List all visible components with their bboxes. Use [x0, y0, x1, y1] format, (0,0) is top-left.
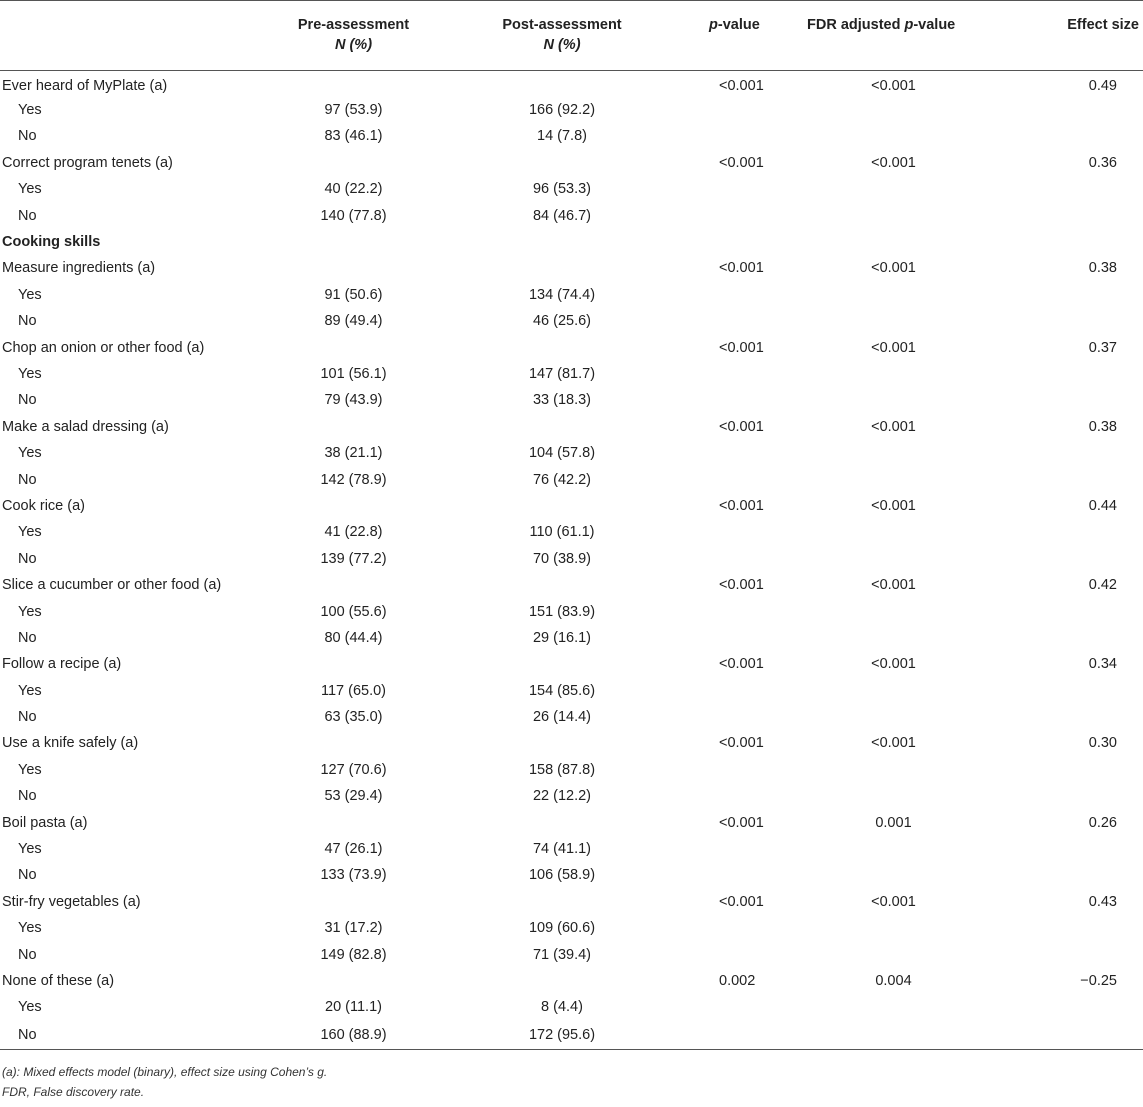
table-row	[0, 546, 1143, 572]
p-value: <0.001	[719, 260, 764, 277]
row-label: No	[18, 471, 37, 488]
table-row	[0, 651, 1143, 677]
footnote-model: (a): Mixed effects model (binary), effect size using Cohen’s g.	[2, 1064, 328, 1079]
table-footnotes	[0, 1050, 1143, 1102]
post-value: 154 (85.6)	[528, 682, 596, 699]
effect-value	[1014, 1021, 1143, 1050]
fdr-value	[799, 202, 1014, 228]
fdr-value: <0.001	[871, 656, 916, 673]
header-p-rest: -value	[717, 17, 760, 33]
post-value: 70 (38.9)	[532, 550, 592, 567]
effect-value	[1014, 915, 1143, 941]
pre-value	[255, 150, 452, 176]
table-body	[0, 71, 1143, 1050]
section-heading: Cooking skills	[2, 234, 101, 251]
p-value: <0.001	[719, 154, 764, 171]
row-label: None of these (a)	[2, 972, 115, 989]
post-value: 104 (57.8)	[528, 445, 596, 462]
pre-value: 38 (21.1)	[324, 445, 383, 462]
p-value	[672, 941, 799, 967]
fdr-value	[799, 97, 1014, 123]
row-label: Yes	[18, 841, 42, 858]
p-value	[672, 704, 799, 730]
p-value: <0.001	[719, 893, 764, 910]
effect-value	[1014, 836, 1143, 862]
fdr-value	[799, 994, 1014, 1020]
row-label: Yes	[18, 102, 42, 119]
pre-value: 79 (43.9)	[324, 392, 383, 409]
header-label-blank	[0, 1, 255, 71]
pre-value: 117 (65.0)	[320, 682, 387, 699]
post-value: 74 (41.1)	[532, 841, 592, 858]
header-pre-unit: N (%)	[334, 37, 373, 53]
post-value: 134 (74.4)	[528, 286, 596, 303]
effect-value	[1014, 598, 1143, 624]
effect-value	[1014, 440, 1143, 466]
effect-value	[1014, 361, 1143, 387]
row-label: No	[0, 1021, 255, 1050]
pre-value	[255, 71, 452, 97]
p-value: <0.001	[719, 814, 764, 831]
fdr-value	[799, 704, 1014, 730]
section-row	[0, 229, 1143, 255]
post-value: 84 (46.7)	[532, 207, 592, 224]
effect-value	[1014, 941, 1143, 967]
fdr-value	[799, 677, 1014, 703]
header-fdr-rest: -value	[913, 17, 956, 33]
fdr-value	[799, 783, 1014, 809]
post-value	[452, 229, 672, 255]
row-label: Yes	[18, 181, 42, 198]
p-value: <0.001	[719, 77, 764, 94]
row-label: No	[18, 629, 37, 646]
post-value	[452, 889, 672, 915]
header-row	[0, 1, 1143, 71]
row-label: Yes	[18, 999, 42, 1016]
pre-value: 140 (77.8)	[320, 207, 387, 224]
post-value	[452, 150, 672, 176]
table-row	[0, 414, 1143, 440]
fdr-value	[799, 440, 1014, 466]
effect-value: 0.38	[1088, 260, 1117, 277]
p-value	[672, 282, 799, 308]
row-label: Yes	[18, 365, 42, 382]
table-row	[0, 255, 1143, 281]
effect-value	[1014, 757, 1143, 783]
table-row	[0, 757, 1143, 783]
effect-value: 0.38	[1088, 418, 1117, 435]
row-label: Yes	[18, 445, 42, 462]
post-value: 147 (81.7)	[528, 365, 596, 382]
post-value: 46 (25.6)	[532, 313, 592, 330]
p-value	[672, 176, 799, 202]
p-value: <0.001	[719, 418, 764, 435]
table-row	[0, 1021, 1143, 1050]
post-value	[452, 730, 672, 756]
p-value: <0.001	[719, 577, 764, 594]
table-row	[0, 150, 1143, 176]
row-label: No	[18, 392, 37, 409]
fdr-value: <0.001	[871, 497, 916, 514]
effect-value: 0.49	[1088, 77, 1117, 94]
table-row	[0, 730, 1143, 756]
row-label: No	[18, 867, 37, 884]
p-value	[672, 97, 799, 123]
effect-value	[1014, 677, 1143, 703]
fdr-value	[799, 229, 1014, 255]
row-label: Use a knife safely (a)	[2, 735, 139, 752]
post-value: 76 (42.2)	[532, 471, 592, 488]
table-row	[0, 625, 1143, 651]
pre-value: 63 (35.0)	[324, 709, 383, 726]
header-pre-assessment	[255, 1, 452, 71]
table-row	[0, 440, 1143, 466]
pre-value	[255, 968, 452, 994]
pre-value	[255, 414, 452, 440]
effect-value: 0.26	[1088, 814, 1117, 831]
pre-value: 47 (26.1)	[324, 841, 383, 858]
pre-value: 142 (78.9)	[320, 471, 387, 488]
row-label: Cook rice (a)	[2, 497, 85, 514]
p-value	[672, 466, 799, 492]
pre-value: 31 (17.2)	[324, 920, 383, 937]
effect-value	[1014, 783, 1143, 809]
effect-value	[1014, 229, 1143, 255]
fdr-value	[799, 625, 1014, 651]
fdr-value: <0.001	[871, 735, 916, 752]
effect-value	[1014, 704, 1143, 730]
effect-value	[1014, 519, 1143, 545]
fdr-value	[799, 519, 1014, 545]
pre-value	[255, 730, 452, 756]
fdr-value: <0.001	[871, 260, 916, 277]
pre-value: 97 (53.9)	[324, 102, 383, 119]
p-value: 0.002	[719, 972, 756, 989]
pre-value: 133 (73.9)	[320, 867, 387, 884]
row-label: No	[18, 313, 37, 330]
pre-value: 20 (11.1)	[325, 999, 382, 1016]
row-label: Correct program tenets (a)	[2, 154, 173, 171]
p-value	[672, 915, 799, 941]
table-row	[0, 968, 1143, 994]
p-value	[672, 546, 799, 572]
fdr-value: <0.001	[871, 418, 916, 435]
post-value	[452, 255, 672, 281]
effect-value	[1014, 546, 1143, 572]
effect-value: 0.36	[1088, 154, 1117, 171]
table-row	[0, 334, 1143, 360]
table-row	[0, 387, 1143, 413]
pre-value	[255, 889, 452, 915]
table-row	[0, 202, 1143, 228]
row-label: No	[18, 946, 37, 963]
pre-value: 100 (55.6)	[320, 603, 387, 620]
fdr-value	[799, 123, 1014, 149]
post-value: 158 (87.8)	[528, 761, 596, 778]
p-value: <0.001	[719, 339, 764, 356]
post-value	[452, 968, 672, 994]
table-row	[0, 862, 1143, 888]
row-label: No	[18, 709, 37, 726]
table-row	[0, 889, 1143, 915]
header-fdr-prefix: FDR adjusted	[807, 17, 905, 33]
table-row	[0, 704, 1143, 730]
effect-value	[1014, 387, 1143, 413]
effect-value	[1014, 282, 1143, 308]
post-value: 96 (53.3)	[532, 181, 592, 198]
pre-value: 53 (29.4)	[324, 788, 383, 805]
post-value: 26 (14.4)	[532, 709, 592, 726]
header-pre-title: Pre-assessment	[297, 17, 410, 33]
p-value	[672, 1021, 799, 1050]
table-row	[0, 71, 1143, 97]
post-value: 166 (92.2)	[528, 102, 596, 119]
row-label: No	[18, 550, 37, 567]
fdr-value	[799, 941, 1014, 967]
p-value	[672, 625, 799, 651]
post-value: 22 (12.2)	[532, 788, 592, 805]
p-value: <0.001	[719, 735, 764, 752]
effect-value: −0.25	[1080, 972, 1117, 989]
fdr-value: <0.001	[871, 339, 916, 356]
pre-value: 40 (22.2)	[324, 181, 383, 198]
p-value	[672, 440, 799, 466]
row-label: Boil pasta (a)	[2, 814, 88, 831]
pre-value	[255, 334, 452, 360]
p-value	[672, 994, 799, 1020]
table-row	[0, 308, 1143, 334]
row-label: Yes	[18, 920, 42, 937]
fdr-value	[799, 757, 1014, 783]
fdr-value	[799, 308, 1014, 334]
effect-value	[1014, 202, 1143, 228]
row-label: Slice a cucumber or other food (a)	[2, 577, 222, 594]
fdr-value	[799, 466, 1014, 492]
fdr-value: <0.001	[871, 154, 916, 171]
header-p-value	[672, 1, 799, 71]
fdr-value: <0.001	[871, 577, 916, 594]
pre-value: 101 (56.1)	[320, 365, 387, 382]
fdr-value: 0.004	[875, 972, 912, 989]
fdr-value	[799, 361, 1014, 387]
table-row	[0, 282, 1143, 308]
row-label: No	[18, 128, 37, 145]
fdr-value	[799, 836, 1014, 862]
header-post-assessment	[452, 1, 672, 71]
fdr-value	[799, 387, 1014, 413]
effect-value	[1014, 97, 1143, 123]
pre-value	[255, 229, 452, 255]
row-label: No	[18, 788, 37, 805]
effect-value: 0.30	[1088, 735, 1117, 752]
post-value: 151 (83.9)	[528, 603, 596, 620]
p-value	[672, 123, 799, 149]
p-value	[672, 361, 799, 387]
pre-value: 83 (46.1)	[324, 128, 383, 145]
pre-value: 127 (70.6)	[320, 761, 387, 778]
p-value	[672, 783, 799, 809]
post-value: 106 (58.9)	[528, 867, 596, 884]
table-row	[0, 809, 1143, 835]
p-value	[672, 598, 799, 624]
post-value	[452, 493, 672, 519]
footnote-fdr: FDR, False discovery rate.	[2, 1084, 145, 1099]
row-label: Stir-fry vegetables (a)	[2, 893, 141, 910]
table-row	[0, 836, 1143, 862]
effect-value: 0.42	[1088, 577, 1117, 594]
table-row	[0, 466, 1143, 492]
row-label: Yes	[18, 603, 42, 620]
fdr-value	[799, 282, 1014, 308]
effect-value	[1014, 176, 1143, 202]
fdr-value: <0.001	[871, 77, 916, 94]
fdr-value	[799, 1021, 1014, 1050]
row-label: Make a salad dressing (a)	[2, 418, 169, 435]
table-row	[0, 783, 1143, 809]
p-value	[672, 387, 799, 413]
p-value	[672, 519, 799, 545]
pre-value: 149 (82.8)	[320, 946, 387, 963]
table-row	[0, 493, 1143, 519]
post-value: 110 (61.1)	[529, 524, 595, 541]
p-value	[672, 757, 799, 783]
pre-value: 91 (50.6)	[324, 286, 383, 303]
row-label: Yes	[18, 761, 42, 778]
table-row	[0, 361, 1143, 387]
p-value: <0.001	[719, 497, 764, 514]
table-row	[0, 598, 1143, 624]
post-value: 8 (4.4)	[541, 999, 583, 1016]
row-label: Ever heard of MyPlate (a)	[2, 77, 168, 94]
fdr-value	[799, 598, 1014, 624]
pre-value: 89 (49.4)	[324, 313, 383, 330]
post-value: 109 (60.6)	[528, 920, 596, 937]
p-value	[672, 202, 799, 228]
table-row	[0, 123, 1143, 149]
row-label: Yes	[18, 524, 42, 541]
table-row	[0, 994, 1143, 1020]
p-value	[672, 862, 799, 888]
effect-value	[1014, 308, 1143, 334]
p-value: <0.001	[719, 656, 764, 673]
effect-value: 0.37	[1088, 339, 1117, 356]
table-row	[0, 941, 1143, 967]
pre-value: 41 (22.8)	[324, 524, 383, 541]
effect-value: 0.34	[1088, 656, 1117, 673]
row-label: Yes	[18, 286, 42, 303]
pre-value: 160 (88.9)	[255, 1021, 452, 1050]
row-label: Yes	[18, 682, 42, 699]
fdr-value	[799, 862, 1014, 888]
post-value	[452, 414, 672, 440]
effect-value: 0.44	[1088, 497, 1117, 514]
post-value	[452, 71, 672, 97]
pre-value	[255, 572, 452, 598]
header-post-unit: N (%)	[543, 37, 581, 53]
table-row	[0, 572, 1143, 598]
row-label: No	[18, 207, 37, 224]
effect-value	[1014, 862, 1143, 888]
fdr-value: 0.001	[875, 814, 912, 831]
table-row	[0, 915, 1143, 941]
table-row	[0, 176, 1143, 202]
post-value	[452, 572, 672, 598]
post-value	[452, 809, 672, 835]
pre-value	[255, 255, 452, 281]
effect-value	[1014, 466, 1143, 492]
pre-value	[255, 493, 452, 519]
header-post-title: Post-assessment	[502, 17, 622, 33]
pre-value	[255, 809, 452, 835]
header-effect-size: Effect size	[1014, 1, 1143, 71]
pre-value: 80 (44.4)	[324, 629, 383, 646]
p-value	[672, 229, 799, 255]
header-fdr-italic: p	[904, 17, 914, 33]
effect-value	[1014, 994, 1143, 1020]
fdr-value	[799, 915, 1014, 941]
header-p-italic: p	[709, 17, 718, 33]
header-fdr-p-value	[799, 1, 1014, 71]
post-value: 71 (39.4)	[532, 946, 592, 963]
fdr-value: <0.001	[871, 893, 916, 910]
post-value	[452, 334, 672, 360]
p-value	[672, 836, 799, 862]
row-label: Chop an onion or other food (a)	[2, 339, 205, 356]
table-row	[0, 677, 1143, 703]
pre-value: 139 (77.2)	[320, 550, 387, 567]
p-value	[672, 677, 799, 703]
row-label: Measure ingredients (a)	[2, 260, 156, 277]
effect-value: 0.43	[1088, 893, 1117, 910]
post-value: 14 (7.8)	[537, 128, 587, 145]
fdr-value	[799, 546, 1014, 572]
pre-value	[255, 651, 452, 677]
table-row	[0, 97, 1143, 123]
effect-value	[1014, 123, 1143, 149]
effect-value	[1014, 625, 1143, 651]
post-value: 33 (18.3)	[532, 392, 592, 409]
post-value: 172 (95.6)	[452, 1021, 672, 1050]
post-value	[452, 651, 672, 677]
row-label: Follow a recipe (a)	[2, 656, 122, 673]
fdr-value	[799, 176, 1014, 202]
table-row	[0, 519, 1143, 545]
post-value: 29 (16.1)	[532, 629, 592, 646]
p-value	[672, 308, 799, 334]
